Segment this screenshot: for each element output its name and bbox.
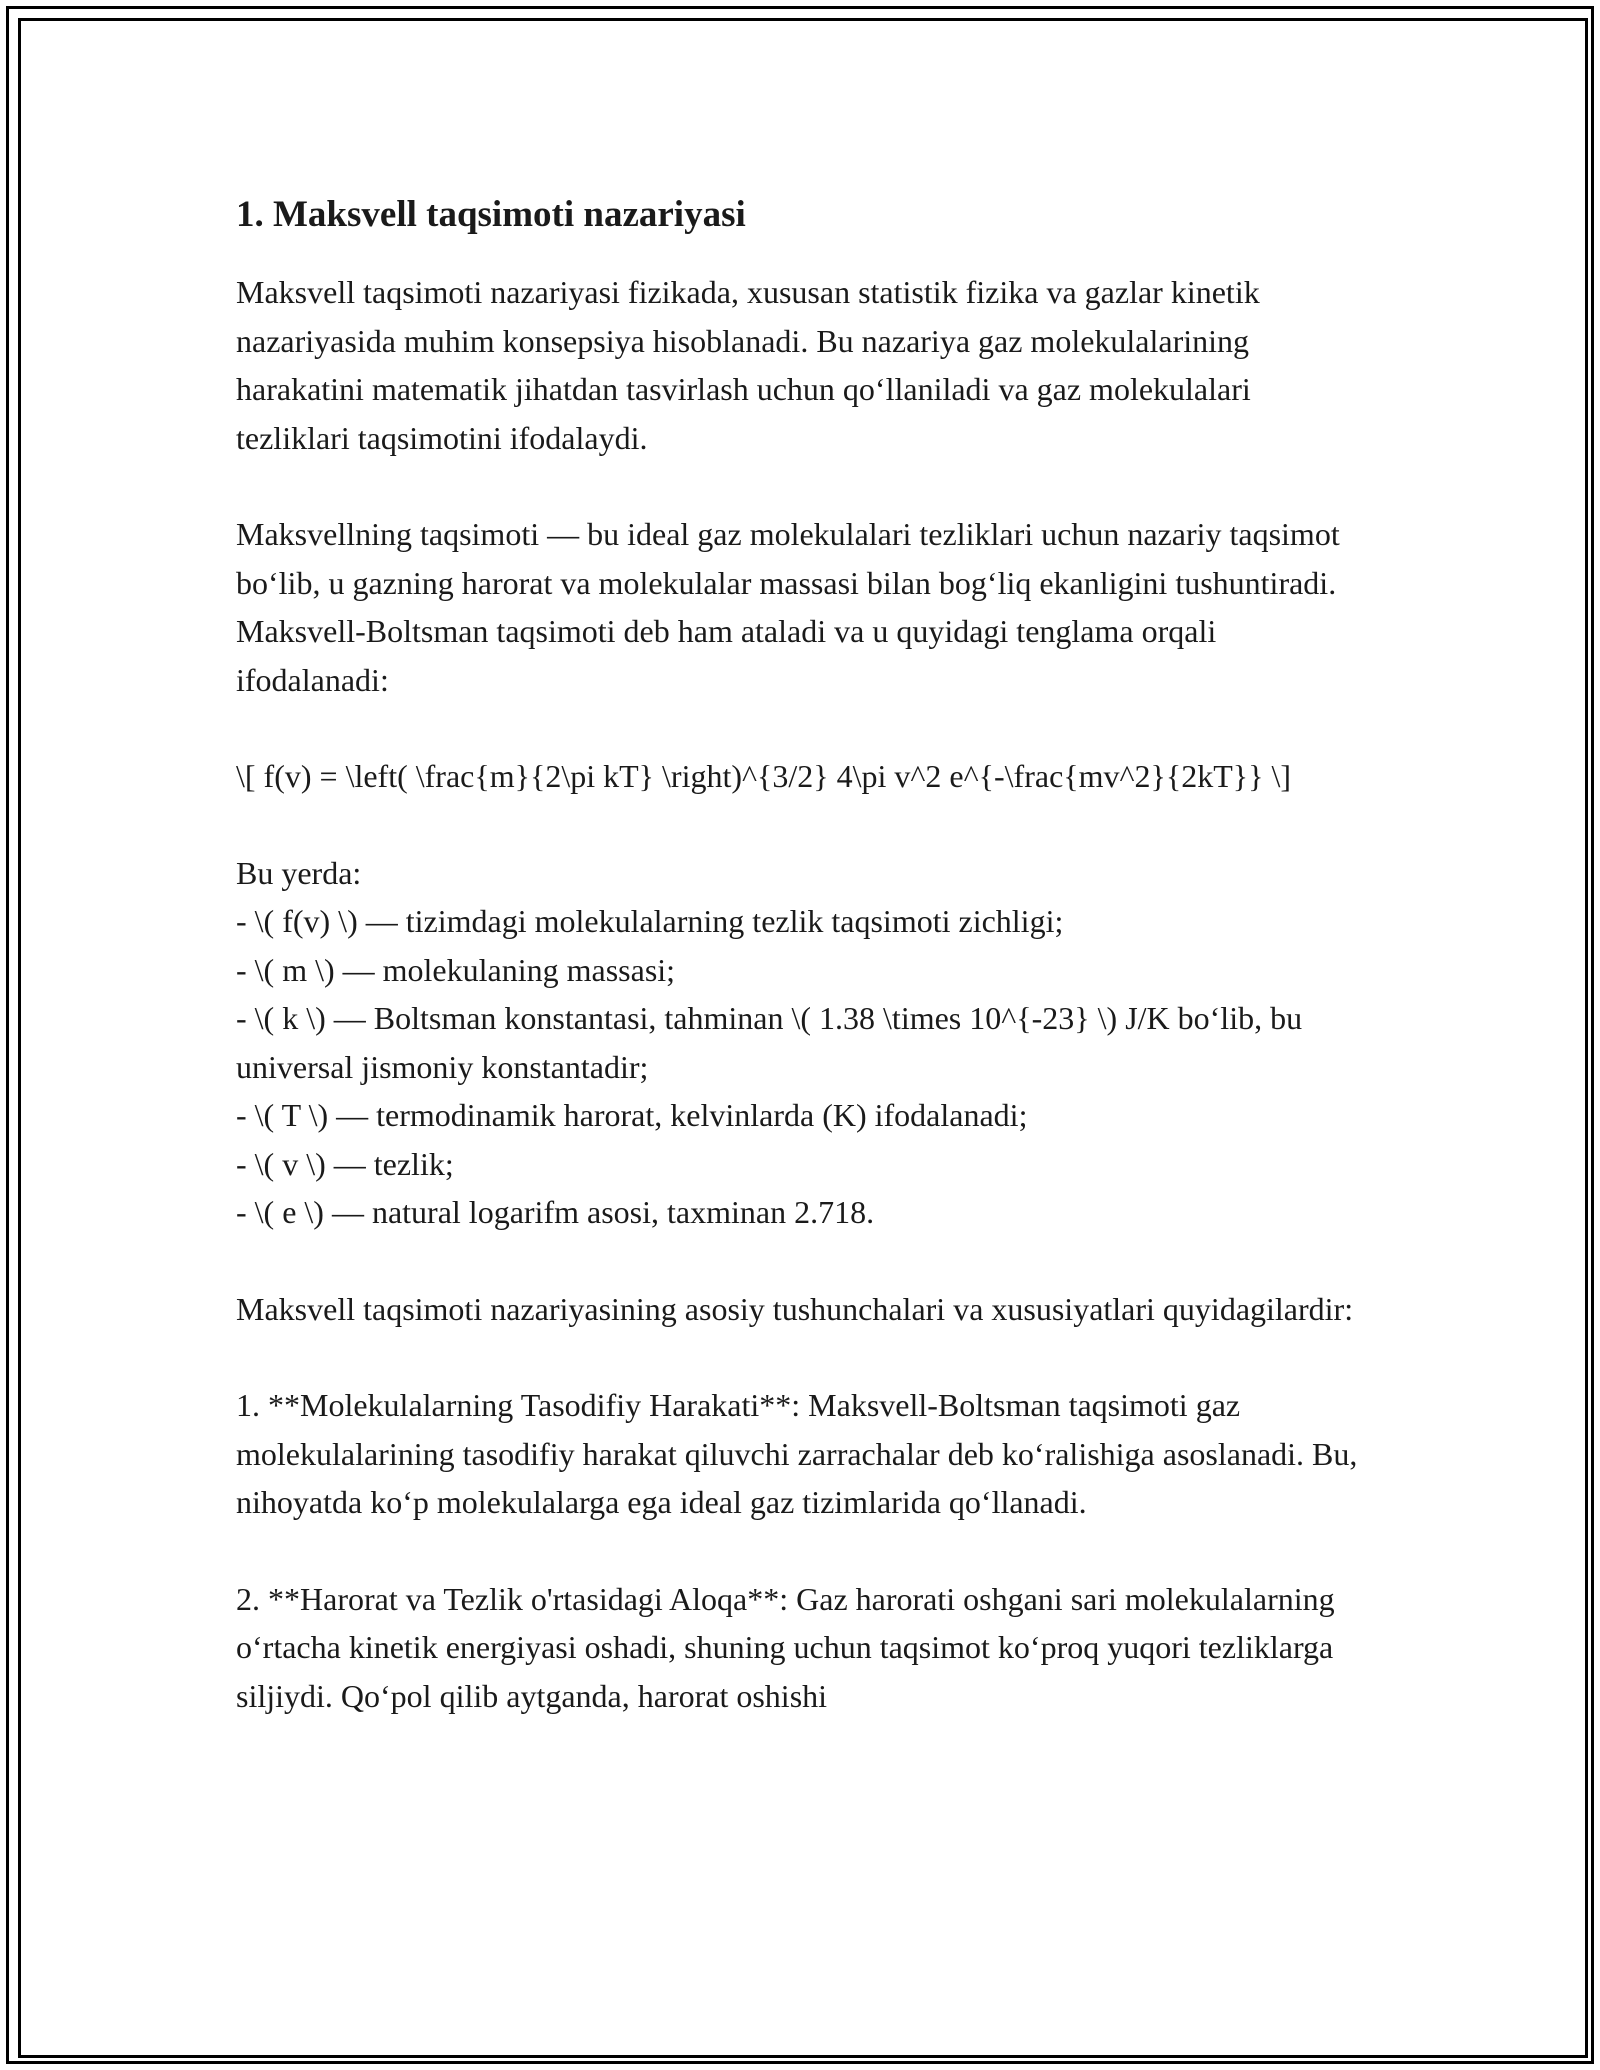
list-item: - \( v \) — tezlik; [236, 1145, 454, 1182]
list-item: - \( m \) — molekulaning massasi; [236, 951, 676, 988]
summary-paragraph: Maksvell taqsimoti nazariyasining asosiy tushunchalari va xususiyatlari quyidagilardir: [236, 1290, 1354, 1327]
section-heading: 1. Maksvell taqsimoti nazariyasi [236, 194, 746, 235]
intro-paragraph: Maksvell taqsimoti nazariyasi fizikada, xususan statistik fizika va gazlar kinetik nazariyasida muhim konsepsiya hisoblanadi. Bu nazariya gaz molekulalarining harakatini matematik jihatdan tasvirlash uchun qo‘llaniladi va gaz molekulalari tezliklari taqsimotini ifodalaydi. [236, 274, 1260, 456]
point-paragraph-1: 1. **Molekulalarning Tasodifiy Harakati**: Maksvell-Boltsman taqsimoti gaz molekulalarining tasodifiy harakat qiluvchi zarrachalar deb ko‘ralishiga asoslanadi. Bu, nihoyatda ko‘p molekulalarga ega ideal gaz tizimlarida qo‘llanadi. [236, 1387, 1358, 1520]
list-item: - \( T \) — termodinamik harorat, kelvinlarda (K) ifodalanadi; [236, 1097, 1028, 1133]
point-paragraph-2: 2. **Harorat va Tezlik o'rtasidagi Aloqa**: Gaz harorati oshgani sari molekulalarning o‘rtacha kinetik energiyasi oshadi, shuning uchun taqsimot ko‘proq yuqori tezliklarga siljiydi. Qo‘pol qilib aytganda, harorat oshishi [236, 1580, 1335, 1714]
formula-text: \[ f(v) = \left( \frac{m}{2\pi kT} \right)^{3/2} 4\pi v^2 e^{-\frac{mv^2}{2kT}} \] [236, 758, 1292, 794]
variable-list [236, 849, 1366, 1237]
definition-paragraph: Maksvellning taqsimoti — bu ideal gaz molekulalari tezliklari uchun nazariy taqsimot bo‘lib, u gazning harorat va molekulalar massasi bilan bog‘liq ekanligini tushuntiradi. Maksvell-Boltsman taqsimoti deb ham ataladi va u quyidagi tenglama orqali ifodalanadi: [236, 516, 1340, 698]
document-body [236, 180, 1366, 1768]
list-item: - \( k \) — Boltsman konstantasi, tahminan \( 1.38 \times 10^{-23} \) J/K bo‘lib, bu universal jismoniy konstantadir; [236, 1000, 1303, 1085]
list-item: - \( f(v) \) — tizimdagi molekulalarning tezlik taqsimoti zichligi; [236, 903, 1064, 939]
list-label: Bu yerda: [236, 854, 362, 891]
list-item: - \( e \) — natural logarifm asosi, taxminan 2.718. [236, 1194, 875, 1230]
